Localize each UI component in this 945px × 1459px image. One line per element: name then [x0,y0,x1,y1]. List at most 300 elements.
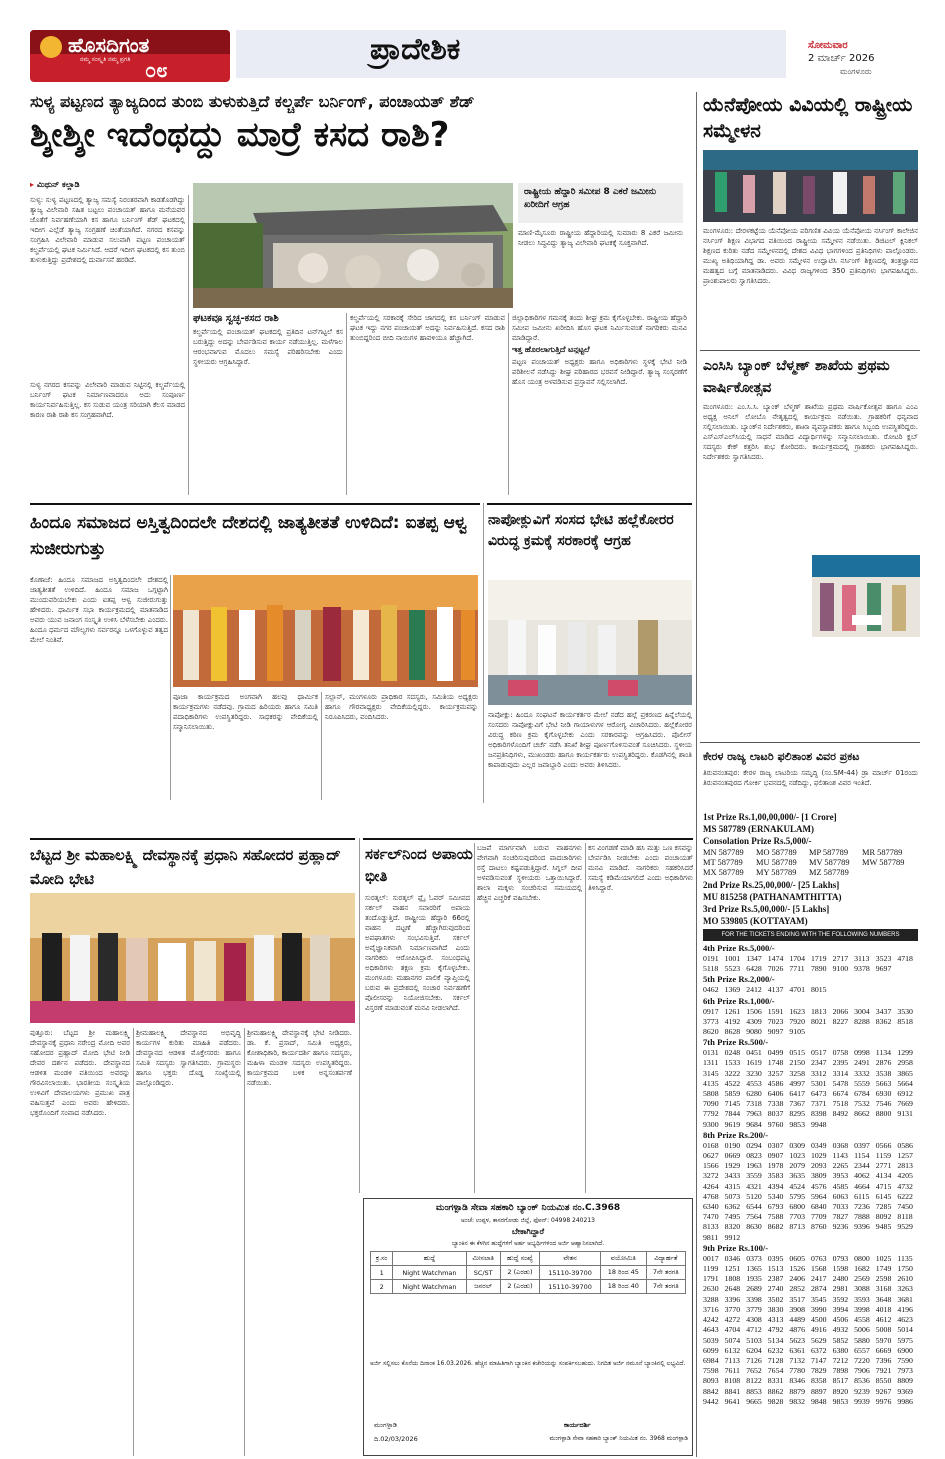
lottery-number: 8862 [767,1386,784,1396]
lottery-number: 4272 [724,1315,741,1325]
lottery-number: 9529 [897,1222,913,1232]
lottery-number: 1978 [767,1161,784,1171]
temple-headline[interactable]: ಬೆಟ್ಟದ ಶ್ರೀ ಮಹಾಲಕ್ಷ್ಮಿ ದೇವಸ್ಥಾನಕ್ಕೆ ಪ್ರಧಾನಿ ಸಹೋದರ ಪ್ರಹ್ಲಾದ್ ಮೋದಿ ಭೇಟಿ [30,846,341,888]
lead-kicker[interactable]: ಸುಳ್ಯ ಪಟ್ಟಣದ ತ್ಯಾಜ್ಯದಿಂದ ತುಂಬಿ ತುಳುಕುತ್ತಿದೆ ಕಲ್ಚರ್ಪೆ ಬರ್ನಿಂಗ್, ಪಂಚಾಯತ್ ಶೆಡ್ [30,92,475,111]
lottery-number: 6900 [897,1345,913,1355]
lottery-number: 3648 [875,1294,892,1304]
lottery-number: 2344 [854,1161,870,1171]
lottery-number: 7906 [854,1366,870,1376]
lottery-number: 3908 [789,1304,805,1314]
lottery-number: 1154 [854,1151,870,1161]
lottery-number: 1199 [703,1264,719,1274]
lottery-number: 6984 [703,1355,719,1365]
lottery-number: 6417 [789,1089,805,1099]
lottery-number: 3113 [854,954,870,963]
lottery-number: 8920 [832,1386,849,1396]
lottery-number: 0191 [703,954,719,963]
lottery-number: 7220 [854,1355,870,1365]
lottery-number: 0627 [703,1151,719,1161]
lottery-number: 3396 [724,1294,741,1304]
lottery-number: 7023 [767,1016,784,1026]
lottery-number: 7711 [789,964,805,974]
lottery-number: 8809 [897,1376,913,1386]
lottery-number: 3545 [810,1294,827,1304]
lottery-number: 0346 [724,1253,741,1263]
lottery-number: 4506 [832,1315,849,1325]
lottery-number: 9948 [810,1119,827,1129]
lottery-tier-heading: 5th Prize Rs.2,000/- [703,974,775,985]
lottery-number: 4553 [746,1078,762,1088]
lead-text-5: ಜಿಲ್ಲಾಧಿಕಾರಿಗಳ ಗಮನಕ್ಕೆ ತಂದು ಶೀಘ್ರ ಕ್ರಮ ಕೈಗೊಳ್ಳಬೇಕು. ರಾಷ್ಟ್ರೀಯ ಹೆದ್ದಾರಿ ಸಮೀಪ ಜಮೀನು ಖರೀದಿಸಿ ಹೊಸ ಘಟಕ ನಿರ್ಮಿಸುವಂತೆ ನಾಗರಿಕರು ಮನವಿ ಮಾಡಿದ್ದಾರೆ. [512,314,687,342]
ad-intro: ಬ್ಯಾಂಕಿನ ಈ ಕೆಳಗಿನ ಹುದ್ದೆಗಳಿಗೆ ಅರ್ಹ ಅಭ್ಯರ್ಥಿಗಳಿಂದ ಅರ್ಜಿ ಆಹ್ವಾನಿಸಲಾಗಿದೆ. [451,1240,605,1247]
lottery-number: 6340 [703,1202,719,1212]
lottery-number: 4712 [746,1325,762,1335]
lottery-number: 3998 [854,1304,870,1314]
lottery-number: 0758 [832,1048,849,1058]
lottery-number: 3583 [767,1171,784,1181]
lottery-number: 8682 [767,1222,784,1232]
lottery-number: 5073 [724,1191,741,1201]
lead-text-3: ಕಲ್ಚರ್ಪೆಯಲ್ಲಿ ಪಂಚಾಯತ್ ಘಟಕದಲ್ಲಿ ಪ್ರತಿದಿನ ಟನ್‌ಗಟ್ಟಲೆ ಕಸ ಬರುತ್ತಿದ್ದು ಅದನ್ನು ಬೇರ್ಪಡಿಸುವ ಕಾರ್ಯ ನಡೆಯುತ್ತಿಲ್ಲ. ಮಳೆಗಾಲ ಆರಂಭವಾಗುವ ಮೊದಲು ಸಮಸ್ಯೆ ಪರಿಹರಿಸಬೇಕು ಎಂದು ಸ್ಥಳೀಯರು ಆಗ್ರಹಿಸಿದ್ದಾರೆ. [193,328,343,366]
lottery-number: 9641 [724,1396,741,1406]
lottery-number: 9986 [897,1396,913,1406]
lottery-number: 7113 [724,1355,740,1365]
lottery-number: 1682 [854,1264,870,1274]
lottery-number: 4242 [703,1315,719,1325]
lottery-number: 0907 [767,1151,784,1161]
conference-text: ಮಂಗಳೂರು: ದೇರಳಕಟ್ಟೆಯ ಯೆನೆಪೋಯ ಪರಿಗಣಿತ ವಿವಿಯ ಯೆನೆಪೋಯ ನರ್ಸಿಂಗ್ ಕಾಲೇಜಿನ ನರ್ಸಿಂಗ್ ಶಿಕ್ಷಣ ವಿಭಾಗದ ವತಿಯಿಂದ ರಾಷ್ಟ್ರೀಯ ಸಮ್ಮೇಳನ ನಡೆಯಿತು. ಡಿಜಿಟಲ್ ಕ್ಲಿನಿಕಲ್ ಶಿಕ್ಷಣದ ಕುರಿತು ನಡೆದ ಸಮ್ಮೇಳನದಲ್ಲಿ ದೇಶದ ವಿವಿಧ ಭಾಗಗಳಿಂದ ಪ್ರತಿನಿಧಿಗಳು ಪಾಲ್ಗೊಂಡರು. ಮುಖ್ಯ ಅತಿಥಿಯಾಗಿದ್ದ ಡಾ. ಅವರು ಸಮ್ಮೇಳನ ಉದ್ಘಾಟಿಸಿ ನರ್ಸಿಂಗ್ ಶಿಕ್ಷಣದಲ್ಲಿ ತಂತ್ರಜ್ಞಾನದ ಮಹತ್ವದ ಬಗ್ಗೆ ಮಾತನಾಡಿದರು. ವಿವಿಧ ರಾಜ್ಯಗಳಿಂದ 350 ಪ್ರತಿನಿಧಿಗಳು ಭಾಗವಹಿಸಿದ್ದರು. ಪ್ರಾಂಶುಪಾಲರು ಸ್ವಾಗತಿಸಿದರು. [703,227,918,285]
lottery-title[interactable]: ಕೇರಳ ರಾಜ್ಯ ಲಾಟರಿ ಫಲಿತಾಂಶ ವಿವರ ಪ್ರಕಟ [703,750,860,763]
lottery-number: 8015 [810,985,827,995]
ad-title: ಮಂಗಳ್ಪಾಡಿ ಸೇವಾ ಸಹಕಾರಿ ಬ್ಯಾಂಕ್ ನಿಯಮಿತ ನಂ.C.3968 [435,1203,621,1213]
lottery-number: 7470 [703,1212,719,1222]
napoklu-meeting-illustration [488,580,692,705]
lottery-number: 6912 [897,1089,913,1099]
column-rule [321,692,322,800]
lottery-third-number: MO 539805 (KOTTAYAM) [703,916,808,926]
lottery-number: 9396 [854,1222,870,1232]
lottery-number: 5301 [810,1078,827,1088]
bank-text: ಮಂಗಳೂರು: ಎಂ.ಸಿ.ಸಿ. ಬ್ಯಾಂಕ್ ಬೆಳ್ಮಣ್ ಶಾಖೆಯ ಪ್ರಥಮ ವಾರ್ಷಿಕೋತ್ಸವ ಹಾಗೂ ಎಂಎ ಅಧ್ಯಕ್ಷ ಅನಿಲ್ ಲೋಬೊ ನೇತೃತ್ವದಲ್ಲಿ ಕಾರ್ಯಕ್ರಮ ನಡೆಯಿತು. ಗ್ರಾಹಕರಿಗೆ ಧನ್ಯವಾದ ಸಲ್ಲಿಸಲಾಯಿತು. ಬ್ಯಾಂಕ್‌ನ ನಿರ್ದೇಶಕರು, ಶಾಖಾ ವ್ಯವಸ್ಥಾಪಕರು ಹಾಗೂ ಸಿಬ್ಬಂದಿ ಉಪಸ್ಥಿತರಿದ್ದರು. ಎಸ್‌ಎಸ್‌ಎಲ್‌ಸಿಯಲ್ಲಿ ಸಾಧನೆ ಮಾಡಿದ ವಿದ್ಯಾರ್ಥಿಗಳನ್ನು ಸನ್ಮಾನಿಸಲಾಯಿತು. ರೋಟರಿ ಕ್ಲಬ್ ಸದಸ್ಯರು ಕೇಕ್ ಕತ್ತರಿಸಿ ಶುಭ ಕೋರಿದರು. ಕಾರ್ಯಕ್ರಮದಲ್ಲಿ ಗ್ರಾಹಕರು ಭಾಗವಹಿಸಿದ್ದರು. ನಿರ್ದೇಶಕರು ಸ್ವಾಗತಿಸಿದರು. [703,403,918,461]
lottery-consolation-number: MT 587789 [703,858,743,868]
lottery-number: 3230 [746,1068,762,1078]
lottery-number: 9100 [832,964,849,974]
lottery-number: 6674 [832,1089,849,1099]
lottery-number: 9912 [724,1232,741,1242]
lottery-number: 9300 [703,1119,719,1129]
lottery-number: 2417 [810,1274,827,1284]
lottery-tier-heading: 9th Prize Rs.100/- [703,1242,769,1253]
lottery-number: 2395 [832,1058,849,1068]
section-divider [30,503,480,505]
lottery-number: 5118 [703,964,719,974]
lottery-number: 9828 [767,1396,784,1406]
lottery-number: 4205 [897,1171,913,1181]
hindu-event-illustration [173,575,478,687]
lottery-number: 4309 [746,1016,762,1026]
section-divider [363,838,693,840]
lottery-number: 1591 [767,1006,784,1016]
lottery-number: 8550 [875,1376,892,1386]
lottery-number: 6800 [789,1202,805,1212]
lottery-number: 0517 [810,1048,827,1058]
lottery-number: 7588 [767,1212,784,1222]
lottery-number: 1813 [810,1006,827,1016]
lottery-number: 5006 [854,1325,870,1335]
lottery-number: 0605 [789,1253,805,1263]
sarkal-headline[interactable]: ಸರ್ಕಲ್‌ನಿಂದ ಅಪಾಯ ಭೀತಿ [365,845,473,885]
lottery-number: 9811 [703,1232,719,1242]
lottery-number: 8122 [746,1376,762,1386]
napoklu-headline[interactable]: ನಾಪೋಕ್ಲುವಿಗೆ ಸಂಸದ ಭೇಟಿ ಹಲ್ಲೆಕೋರರ ವಿರುದ್ಧ ಕ್ರಮಕ್ಕೆ ಸರಕಾರಕ್ಕೆ ಆಗ್ರಹ [488,512,674,549]
lottery-number: 8133 [703,1222,719,1232]
lottery-number: 2852 [789,1284,805,1294]
lottery-number: 0294 [746,1140,762,1150]
lottery-number: 7367 [789,1099,805,1109]
lottery-number: 4315 [724,1181,741,1191]
lottery-number: 2740 [767,1284,784,1294]
lottery-number: 1023 [789,1151,805,1161]
section-title: ಪ್ರಾದೇಶಿಕ [370,32,461,67]
lottery-consolation-number: MU 587789 [756,858,797,868]
lottery-number: 1299 [897,1048,913,1058]
section-divider [700,350,920,351]
ad-place: ಮಂಗಳ್ಪಾಡಿ [374,1421,397,1429]
logo-tagline: ನಮ್ಮ ಸಂಸ್ಕೃತಿ ನಮ್ಮ ಪ್ರಗತಿ [80,56,131,63]
lottery-first-number: MS 587789 (ERNAKULAM) [703,824,814,834]
lottery-number: 8093 [703,1376,719,1386]
lottery-number: 7090 [703,1099,719,1109]
lottery-number: 7564 [746,1212,762,1222]
lottery-number: 0499 [767,1048,784,1058]
lottery-number: 8620 [703,1027,719,1037]
lottery-number: 0307 [767,1140,784,1150]
lottery-number: 3865 [897,1068,913,1078]
lottery-number: 2598 [875,1274,892,1284]
lottery-number: 3502 [767,1294,784,1304]
lottery-number: 1261 [724,1006,741,1016]
lottery-number: 4018 [875,1304,892,1314]
lottery-number: 4313 [767,1315,784,1325]
lottery-number: 2066 [832,1006,849,1016]
lottery-number: 3592 [832,1294,849,1304]
lottery-second-prize: 2nd Prize Rs.25,00,000/- [25 Lakhs] [703,880,840,890]
lottery-number: 5008 [875,1325,892,1335]
hindu-text-2: ಪೂಜಾ ಕಾರ್ಯಕ್ರಮದ ಅಂಗವಾಗಿ ಹಲವು ಧಾರ್ಮಿಕ ಕಾರ್ಯಕ್ರಮಗಳು ನಡೆದವು. ಗ್ರಾಮದ ಹಿರಿಯರು ಹಾಗೂ ಸಮಿತಿ ಪದಾಧಿಕಾರಿಗಳು ಉಪಸ್ಥಿತರಿದ್ದರು. ಸಾಧಕರನ್ನು ವೇದಿಕೆಯಲ್ಲಿ ಸನ್ಮಾನಿಸಲಾಯಿತು. [173,693,318,731]
lottery-number: 9097 [767,1027,784,1037]
lottery-number: 4135 [703,1078,719,1088]
column-rule [346,313,347,495]
section-banner [236,30,786,78]
lead-text-1: ಸುಳ್ಯ: ಸುಳ್ಯ ಪಟ್ಟಣದಲ್ಲಿ ತ್ಯಾಜ್ಯ ಸಮಸ್ಯೆ ನಿರಂತರವಾಗಿ ಕಾಡತೊಡಗಿದ್ದು ತ್ಯಾಜ್ಯ ವಿಲೇವಾರಿ ಸಹಿತ ಬಟ್ಟಲು ಪಂಚಾಯತ್ ಹಾಗೂ ಮನೆಯವರ ಜೊತೆಗೆ ನಿರ್ವಹಣೆಯಾಗಿ ಕಸ ಹಾಗೂ ಬರ್ನಿಂಗ್ ಶೆಡ್ ಘಟಕದಲ್ಲಿ ಇದೀಗ ಎಲ್ಲೆಡೆ ತ್ಯಾಜ್ಯ ಸಂಗ್ರಹಣೆ ಚಿಂತೆಯಾಗಿದೆ. ನಗರದ ಕಸವನ್ನು ಸಂಗ್ರಹಿಸಿ ವಿಲೇವಾರಿ ಮಾಡುವ ಸಲುವಾಗಿ ಪಟ್ಟಣ ಪಂಚಾಯತ್ ಕಲ್ಚರ್ಪೆಯಲ್ಲಿ ಘಟಕ ನಿರ್ಮಿಸಿದೆ. ಆದರೆ ಇದೀಗ ಘಟಕದಲ್ಲಿ ಕಸ ತುಂಬಿ ತುಳುಕುತ್ತಿದ್ದು ಪ್ರದೇಶದಲ್ಲಿ ದುರ್ವಾಸನೆ ಹರಡಿದೆ. [30,196,185,264]
lottery-number: 8842 [703,1386,719,1396]
lottery-number: 4558 [854,1315,870,1325]
lottery-second-number: MU 815258 (PATHANAMTHITTA) [703,892,842,902]
lottery-number: 6793 [767,1202,784,1212]
lottery-number: 1251 [724,1264,741,1274]
lottery-number: 9848 [810,1396,827,1406]
lottery-number: 4321 [746,1181,762,1191]
lottery-consolation-number: MZ 587789 [809,868,849,878]
hindu-event-photo [173,575,478,687]
lottery-number: 5964 [810,1191,827,1201]
lottery-number: 6063 [832,1191,849,1201]
table-cell: 2 (ಎರಡು) [500,1280,539,1294]
lamp-logo-icon [40,36,62,58]
lottery-number: 7844 [724,1109,741,1119]
lottery-number: 0248 [724,1048,741,1058]
temple-visit-illustration [30,893,355,1023]
lottery-number: 4623 [897,1315,913,1325]
lottery-number: 2981 [832,1284,849,1294]
lottery-number: 6232 [767,1345,784,1355]
lottery-number: 1474 [767,954,784,963]
ad-col-header: ವಿದ್ಯಾರ್ಹತೆ [646,1252,685,1266]
lottery-number: 5039 [703,1335,719,1345]
column-rule [244,1028,245,1456]
column-rule [359,838,360,1193]
table-cell: Night Watchman [393,1266,466,1280]
hindu-headline[interactable]: ಹಿಂದೂ ಸಮಾಜದ ಅಸ್ತಿತ್ವದಿಂದಲೇ ದೇಶದಲ್ಲಿ ಜಾತ್ಯತೀತತೆ ಉಳಿದಿದೆ: ಐತಪ್ಪ ಆಳ್ವ ಸುಜೀರುಗುತ್ತು [30,513,468,559]
lottery-number: 6380 [832,1345,849,1355]
lottery-number: 3398 [746,1294,762,1304]
lottery-number: 1791 [703,1274,719,1284]
lottery-number: 3523 [875,954,892,963]
lottery-consolation-number: MO 587789 [756,848,797,857]
lottery-number: 0309 [789,1140,805,1150]
lottery-number: 1935 [746,1274,762,1284]
ad-signatory: ಕಾರ್ಯದರ್ಶಿ [564,1421,591,1429]
lottery-number: 7920 [789,1016,805,1026]
lottery-number: 5134 [767,1335,784,1345]
lottery-number: 4524 [789,1181,805,1191]
lottery-number: 4701 [789,985,805,995]
lead-text-6: ಪಟ್ಟಣ ಪಂಚಾಯತ್ ಅಧ್ಯಕ್ಷರು ಹಾಗೂ ಅಧಿಕಾರಿಗಳು ಸ್ಥಳಕ್ಕೆ ಭೇಟಿ ನೀಡಿ ಪರಿಶೀಲನೆ ನಡೆಸಿದ್ದು ಶೀಘ್ರ ಪರಿಹಾರದ ಭರವಸೆ ನೀಡಿದ್ದಾರೆ. ತ್ಯಾಜ್ಯ ಸಂಸ್ಕರಣೆಗೆ ಹೊಸ ಯಂತ್ರ ಅಳವಡಿಸುವ ಪ್ರಸ್ತಾವನೆ ಸಲ್ಲಿಸಲಾಗಿದೆ. [512,358,687,386]
lottery-number: 8362 [875,1016,892,1026]
lottery-number: 6362 [724,1202,741,1212]
lottery-number: 8662 [854,1109,870,1119]
lottery-number: 2569 [854,1274,870,1284]
lottery-number: 9619 [724,1119,741,1129]
bank-event-photo [812,555,920,637]
lottery-number: 3145 [703,1068,719,1078]
temple-text-1: ಪುತ್ತೂರು: ಬೆಟ್ಟದ ಶ್ರೀ ಮಹಾಲಕ್ಷ್ಮಿ ದೇವಸ್ಥಾನಕ್ಕೆ ಪ್ರಧಾನಿ ನರೇಂದ್ರ ಮೋದಿ ಅವರ ಸಹೋದರ ಪ್ರಹ್ಲಾದ್ ಮೋದಿ ಭೇಟಿ ನೀಡಿ ದೇವರ ದರ್ಶನ ಪಡೆದರು. ದೇವಸ್ಥಾನದ ಆಡಳಿತ ಮಂಡಳಿ ವತಿಯಿಂದ ಅವರನ್ನು ಗೌರವಿಸಲಾಯಿತು. ಭಾರತೀಯ ಸಂಸ್ಕೃತಿಯ ಉಳಿವಿಗೆ ದೇವಾಲಯಗಳು ಪ್ರಮುಖ ಪಾತ್ರ ವಹಿಸುತ್ತವೆ ಎಂದು ಅವರು ಹೇಳಿದರು. ಭಕ್ತರೊಂದಿಗೆ ಸಂವಾದ ನಡೆಸಿದರು. [30,1029,130,1117]
lottery-number: 9239 [854,1386,870,1396]
lottery-number: 1619 [746,1058,762,1068]
lead-inline-head-2: ಇತ್ತ ಹೊರಲಾಗುತ್ತಿದೆ ಟನ್ಗಟ್ಟಲೆ [512,345,590,354]
lottery-number: 2648 [724,1284,741,1294]
lottery-first-prize: 1st Prize Rs.1,00,00,000/- [1 Crore] [703,812,837,822]
lottery-number: 8021 [810,1016,827,1026]
lottery-number: 1513 [767,1264,784,1274]
lead-headline[interactable]: ಶ್ಶೀಶ್ಶೀ ಇದೆಂಥದ್ದು ಮಾರ್ರೆ ಕಸದ ರಾಶಿ? [30,115,450,155]
lottery-number: 3272 [703,1171,719,1181]
ad-table-header [371,1252,686,1266]
lottery-number: 8897 [810,1386,827,1396]
lottery-number: 5880 [854,1335,870,1345]
table-cell: 18 ರಿಂದ 45 [600,1266,646,1280]
lottery-number: 1568 [810,1264,827,1274]
conference-photo [703,150,918,222]
lottery-number: 9236 [832,1222,849,1232]
lottery-number: 4308 [746,1315,762,1325]
lottery-number: 0190 [724,1140,741,1150]
lottery-results [703,943,921,1407]
lottery-number: 8295 [789,1109,805,1119]
lottery-number: 5663 [875,1078,892,1088]
lottery-number: 4586 [767,1078,784,1088]
lottery-number: 4585 [832,1181,849,1191]
column-rule [188,195,189,495]
lottery-number: 4718 [897,954,913,963]
lottery-number: 3312 [810,1068,827,1078]
lead-text-8: ಮಾಣಿ-ಮೈಸೂರು ರಾಷ್ಟ್ರೀಯ ಹೆದ್ದಾರಿಯಲ್ಲಿ ಸುಮಾರು 8 ಎಕರೆ ಜಮೀನು ನೀಡಲು ಸಿದ್ಧವಿದ್ದು ತ್ಯಾಜ್ಯ ವಿಲೇವಾರಿ ಘಟಕಕ್ಕೆ ಸೂಕ್ತವಾಗಿದೆ. [518,229,683,247]
lottery-number: 5103 [746,1335,762,1345]
lottery-number: 8092 [875,1212,892,1222]
lottery-number: 6930 [875,1089,892,1099]
lottery-number: 7145 [724,1099,741,1109]
lottery-number: 3314 [832,1068,849,1078]
lottery-number: 8879 [789,1386,805,1396]
lottery-number: 7652 [746,1366,762,1376]
lottery-number: 5664 [897,1078,913,1088]
lottery-number: 4704 [724,1325,741,1335]
lottery-number: 3681 [897,1294,913,1304]
lottery-number: 6204 [746,1345,762,1355]
lottery-number: 3716 [703,1304,719,1314]
lottery-number: 1623 [789,1006,805,1016]
lottery-number: 5074 [724,1335,741,1345]
lottery-number: 0800 [854,1253,870,1263]
lottery-number: 3830 [767,1304,784,1314]
table-cell: 7ನೇ ತರಗತಿ [646,1266,685,1280]
lottery-number: 4134 [875,1171,892,1181]
lottery-number: 4062 [854,1171,870,1181]
lottery-consolation-number: MR 587789 [862,848,903,857]
lottery-number: 2813 [897,1161,913,1171]
lottery-number: 9665 [746,1396,762,1406]
lottery-number: 4768 [703,1191,719,1201]
section-divider [487,503,692,505]
lottery-number: 3773 [703,1016,719,1026]
newspaper-logo[interactable]: ಹೊಸದಿಗಂತ [68,33,150,57]
lottery-number: 1963 [746,1161,762,1171]
table-cell: ಜನರಲ್ [466,1280,500,1294]
lottery-number: 6473 [810,1089,827,1099]
lottery-number: 4876 [789,1325,805,1335]
lottery-number: 3517 [789,1294,805,1304]
lottery-number: 7829 [810,1366,827,1376]
lottery-number: 8288 [854,1016,870,1026]
lottery-number: 0373 [746,1253,762,1263]
table-row [371,1266,686,1280]
lottery-consolation-number: MV 587789 [809,858,850,868]
lottery-number: 7703 [789,1212,805,1222]
column-rule [585,843,586,1193]
lottery-number: 9697 [875,964,892,974]
lottery-number: 9684 [746,1119,762,1129]
column-rule [474,843,475,1193]
lottery-number: 8800 [875,1109,892,1119]
lottery-number: 7033 [832,1202,849,1212]
lottery-number: 0451 [746,1048,762,1058]
lottery-number: 7890 [810,964,827,974]
lottery-number: 0566 [875,1140,892,1150]
lottery-number: 2874 [810,1284,827,1294]
lottery-number: 8517 [832,1376,849,1386]
lottery-tier-heading: 6th Prize Rs.1,000/- [703,995,775,1006]
lottery-number: 3593 [854,1294,870,1304]
bank-event-illustration [812,555,920,637]
column-rule [133,1028,134,1456]
lottery-number: 7963 [746,1109,762,1119]
section-divider [700,742,920,743]
lottery-number: 1704 [789,954,805,963]
lottery-number: 9369 [897,1386,913,1396]
lottery-number: 7126 [746,1355,762,1365]
bank-headline[interactable]: ಎಂಸಿಸಿ ಬ್ಯಾಂಕ್ ಬೆಳ್ಮಣ್ ಶಾಖೆಯ ಪ್ರಥಮ ವಾರ್ಷಿಕೋತ್ಸವ [703,358,890,396]
lottery-number: 7450 [897,1202,913,1212]
lottery-consolation-number: MN 587789 [703,848,744,857]
lottery-number: 7780 [789,1366,805,1376]
lead-text-4: ಕಲ್ಚರ್ಪೆಯಲ್ಲಿ ಸರಕಾರಕ್ಕೆ ಸೇರಿದ ಜಾಗದಲ್ಲಿ ಕಸ ಬರ್ನಿಂಗ್ ಮಾಡುವ ಘಟಕ ಇದ್ದು ನಗರ ಪಂಚಾಯತ್ ಅದನ್ನು ನಿರ್ವಹಿಸುತ್ತಿದೆ. ಕಸದ ರಾಶಿ ತುಂಬಿದ್ದರಿಂದ ಬೀದಿ ನಾಯಿಗಳ ಹಾವಳಿಯೂ ಹೆಚ್ಚಾಗಿದೆ. [350,314,505,342]
lottery-number: 4489 [789,1315,805,1325]
recruitment-ad [363,1198,693,1456]
lottery-number: 8398 [810,1109,827,1119]
lottery-number: 1748 [767,1058,784,1068]
lottery-consolation-number: MW 587789 [862,858,905,868]
lottery-number: 1311 [703,1058,719,1068]
ad-subtitle: ಅಂಚೆ: ಉಪ್ಪಳ, ಕಾಸರಗೋಡು ಜಿಲ್ಲೆ, ಫೋನ್: 04998 240213 [461,1217,595,1224]
lottery-number: 1134 [875,1048,892,1058]
lottery-number: 1929 [724,1161,741,1171]
ad-col-header: ಕ್ರ.ಸಂ [371,1252,393,1266]
lottery-number: 2265 [832,1161,849,1171]
napoklu-meeting-photo [488,580,692,705]
lottery-number: 3809 [810,1171,827,1181]
lottery-number: 8227 [832,1016,849,1026]
lottery-number: 2412 [746,985,762,995]
lottery-number: 4932 [832,1325,849,1335]
lottery-number: 3530 [897,1006,913,1016]
lottery-number: 0368 [832,1140,849,1150]
lottery-number: 3168 [875,1284,892,1294]
conference-headline[interactable]: ಯೆನೆಪೋಯ ವಿವಿಯಲ್ಲಿ ರಾಷ್ಟ್ರೀಯ ಸಮ್ಮೇಳನ [703,94,913,142]
lottery-number: 3538 [875,1068,892,1078]
lottery-consolation-number: MX 587789 [703,868,744,878]
lottery-number: 8518 [897,1016,913,1026]
lottery-number: 5629 [810,1335,827,1345]
lottery-number: 7132 [789,1355,805,1365]
lead-byline: ▸ ಮಿಥುನ್ ಕಲ್ಲಾಡಿ [30,180,80,190]
lottery-number: 5559 [854,1078,870,1088]
garbage-shed-illustration [193,183,513,308]
lottery-number: 0515 [789,1048,805,1058]
lottery-number: 9105 [789,1027,805,1037]
lottery-number: 5859 [724,1089,741,1099]
column-rule [170,575,171,800]
lottery-number: 2876 [875,1058,892,1068]
conference-illustration [703,150,918,222]
lottery-number: 7921 [875,1366,892,1376]
lottery-number: 8853 [746,1386,762,1396]
napoklu-text: ನಾಪೋಕ್ಲು: ಹಿಂದೂ ಸಂಘಟನೆ ಕಾರ್ಯಕರ್ತರ ಮೇಲೆ ನಡೆದ ಹಲ್ಲೆ ಪ್ರಕರಣದ ಹಿನ್ನೆಲೆಯಲ್ಲಿ ಸಂಸದರು ನಾಪೋಕ್ಲುವಿಗೆ ಭೇಟಿ ನೀಡಿ ಗಾಯಾಳುಗಳ ಆರೋಗ್ಯ ವಿಚಾರಿಸಿದರು. ಹಲ್ಲೆಕೋರರ ವಿರುದ್ಧ ಕಠಿಣ ಕ್ರಮ ಕೈಗೊಳ್ಳಬೇಕು ಎಂದು ಸರಕಾರವನ್ನು ಆಗ್ರಹಿಸಿದರು. ಪೊಲೀಸ್ ಅಧಿಕಾರಿಗಳೊಂದಿಗೆ ಚರ್ಚೆ ನಡೆಸಿ ತನಿಖೆ ಶೀಘ್ರ ಪೂರ್ಣಗೊಳಿಸುವಂತೆ ಸೂಚಿಸಿದರು. ಸ್ಥಳೀಯ ಜನಪ್ರತಿನಿಧಿಗಳು, ಮುಖಂಡರು ಹಾಗೂ ಕಾರ್ಯಕರ್ತರು ಉಪಸ್ಥಿತರಿದ್ದರು. ಕೊಡಗಿನಲ್ಲಿ ಶಾಂತಿ ಕಾಪಾಡುವುದು ಎಲ್ಲರ ಜವಾಬ್ದಾರಿ ಎಂದು ಅವರು ತಿಳಿಸಿದರು. [488,711,692,769]
issue-day: ಸೋಮವಾರ [808,40,848,51]
lottery-number: 2689 [746,1284,762,1294]
ad-col-header: ವಯೋಮಿತಿ [600,1252,646,1266]
lottery-number: 1257 [897,1151,913,1161]
lottery-number: 3258 [789,1068,805,1078]
